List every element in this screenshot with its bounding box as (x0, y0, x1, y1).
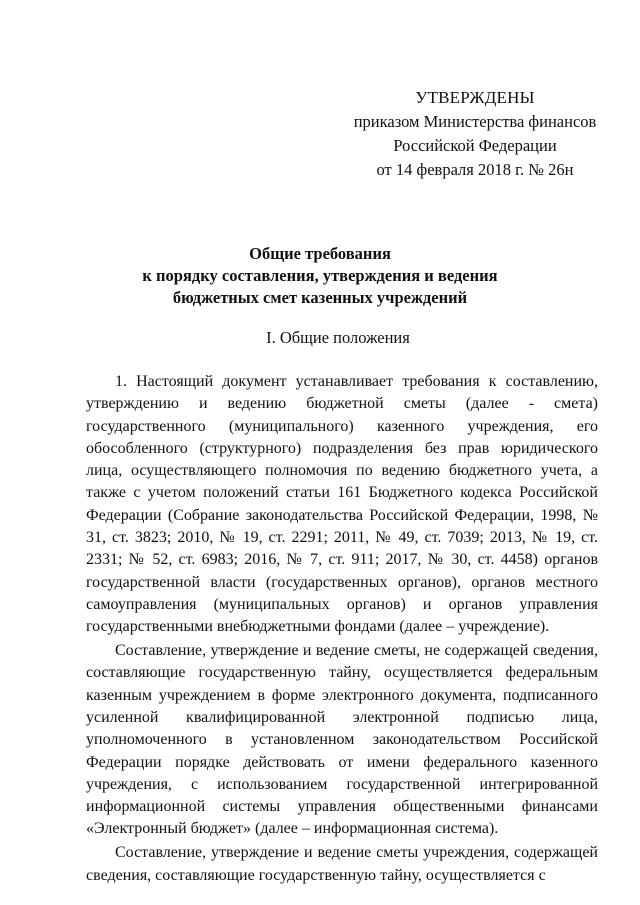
document-title-line-1: Общие требования (249, 244, 391, 263)
section-heading: I. Общие положения (266, 328, 410, 347)
paragraph-1: 1. Настоящий документ устанавливает требования к составлению, утверждению и ведению бюджетной сметы (далее - смета) государственного (муниципального) казенного учреждения, его обособленного (структурного) подразделения без прав юридического лица, осуществляющего полномочия по ведению бюджетного учета, а также с учетом положений статьи 161 Бюджетного кодекса Российской Федерации (Собрание законодательства Российской Федерации, 1998, № 31, ст. 3823; 2010, № 19, ст. 2291; 2011, № 49, ст. 7039; 2013, № 19, ст. 2331; № 52, ст. 6983; 2016, № 7, ст. 911; 2017, № 30, ст. 4458) органов государственной власти (государственных органов), органов местного самоуправления (муниципальных органов) и органов управления государственными внебюджетными фондами (далее – учреждение). (86, 373, 598, 636)
approval-country-line: Российской Федерации (393, 136, 557, 155)
approval-block (350, 86, 600, 182)
paragraph-2: Составление, утверждение и ведение сметы, не содержащей сведения, составляющие государственную тайну, осуществляется федеральным казенным учреждением в форме электронного документа, подписанного усиленной квалифицированной электронной подписью лица, уполномоченного в установленном законодательством Российской Федерации порядке действовать от имени федерального казенного учреждения, с использованием государственной интегрированной информационной системы управления общественными финансами «Электронный бюджет» (далее – информационная система). (86, 642, 598, 838)
approval-order-line: приказом Министерства финансов (353, 112, 597, 131)
document-title-line-2: к порядку составления, утверждения и ведения (142, 266, 498, 285)
paragraph-3: Составление, утверждение и ведение сметы учреждения, содержащей сведения, составляющие государственную тайну, осуществляется с (86, 844, 598, 884)
document-title-line-3: бюджетных смет казенных учреждений (172, 288, 468, 307)
approval-title: УТВЕРЖДЕНЫ (415, 88, 535, 107)
document-body (86, 371, 598, 887)
approval-date-line: от 14 февраля 2018 г. № 26н (376, 160, 574, 179)
document-title (0, 243, 640, 309)
